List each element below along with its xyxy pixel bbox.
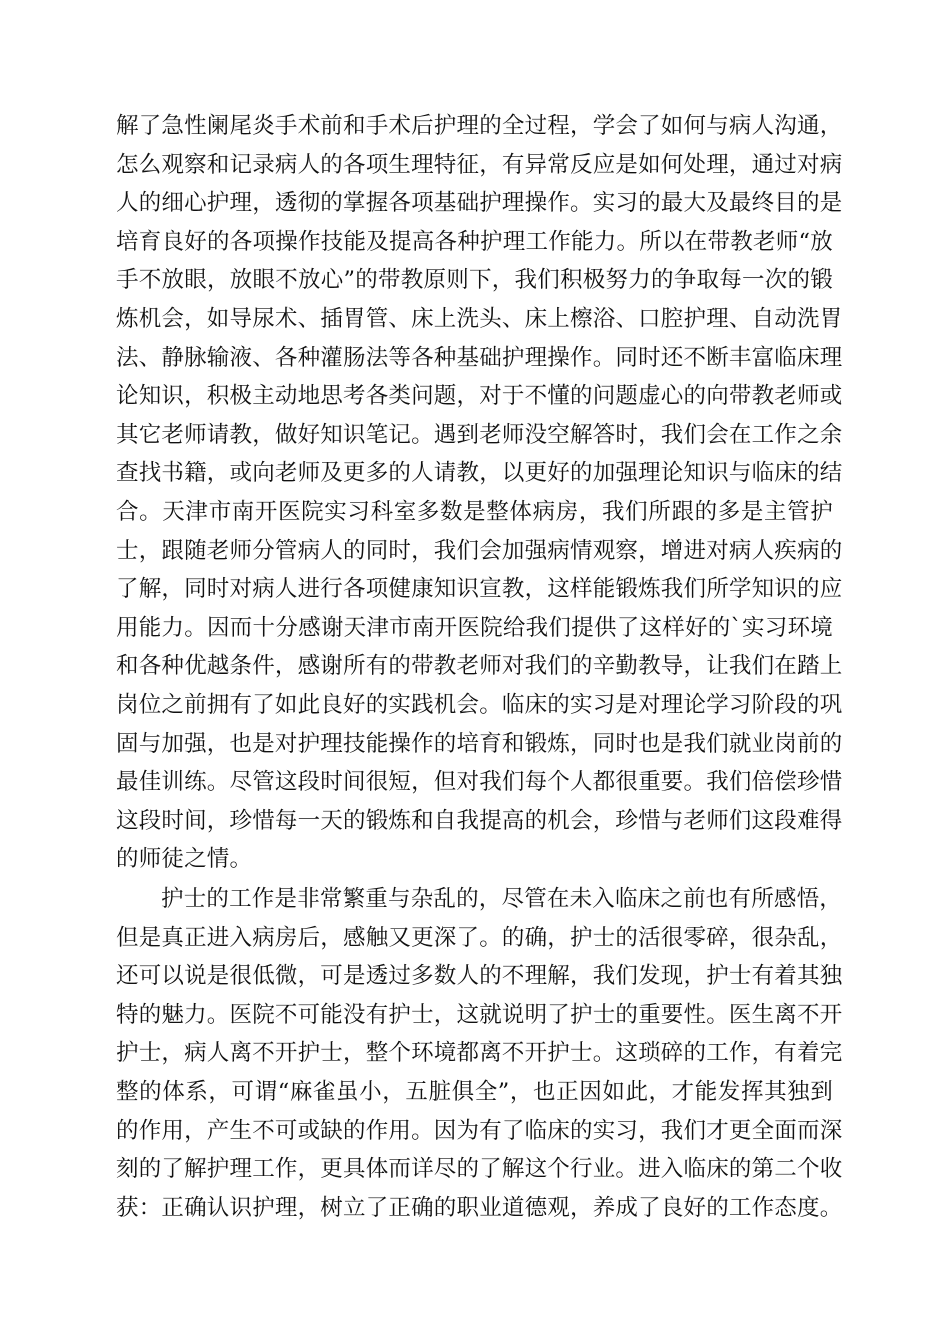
paragraph-1	[116, 107, 843, 879]
text-line: 但是真正进入病房后，感触又更深了。的确，护士的活很零碎，很杂乱，	[116, 924, 843, 951]
text-line: 士，跟随老师分管病人的同时，我们会加强病情观察，增进对病人疾病的	[116, 537, 843, 564]
text-line: 岗位之前拥有了如此良好的实践机会。临床的实习是对理论学习阶段的巩	[116, 691, 843, 718]
text-line: 手不放眼，放眼不放心”的带教原则下，我们积极努力的争取每一次的锻	[116, 267, 833, 294]
text-line: 的作用，产生不可或缺的作用。因为有了临床的实习，我们才更全面而深	[116, 1117, 843, 1144]
text-line: 人的细心护理，透彻的掌握各项基础护理操作。实习的最大及最终目的是	[116, 190, 843, 217]
text-line: 解了急性阑尾炎手术前和手术后护理的全过程，学会了如何与病人沟通，	[116, 113, 843, 139]
text-line: 固与加强，也是对护理技能操作的培育和锻炼，同时也是我们就业岗前的	[116, 730, 843, 757]
text-line: 查找书籍，或向老师及更多的人请教，以更好的加强理论知识与临床的结	[116, 460, 843, 487]
text-line: 和各种优越条件，感谢所有的带教老师对我们的辛勤教导，让我们在踏上	[116, 653, 843, 680]
text-line: 了解，同时对病人进行各项健康知识宣教，这样能锻炼我们所学知识的应	[116, 576, 843, 603]
text-line: 炼机会，如导尿术、插胃管、床上洗头、床上檫浴、口腔护理、自动洗胃	[116, 305, 843, 332]
text-line: 法、静脉输液、各种灌肠法等各种基础护理操作。同时还不断丰富临床理	[116, 344, 843, 371]
text-line: 护士的工作是非常繁重与杂乱的，尽管在未入临床之前也有所感悟，	[161, 886, 843, 912]
text-line: 其它老师请教，做好知识笔记。遇到老师没空解答时，我们会在工作之余	[116, 421, 843, 448]
text-line: 怎么观察和记录病人的各项生理特征，有异常反应是如何处理，通过对病	[116, 151, 843, 178]
text-line: 培育良好的各项操作技能及提高各种护理工作能力。所以在带教老师“放	[116, 228, 833, 255]
text-line: 最佳训练。尽管这段时间很短，但对我们每个人都很重要。我们倍偿珍惜	[116, 769, 843, 796]
text-line: 获：正确认识护理，树立了正确的职业道德观，养成了良好的工作态度。	[116, 1194, 843, 1221]
text-line: 的师徒之情。	[116, 846, 253, 873]
text-line: 用能力。因而十分感谢天津市南开医院给我们提供了这样好的`实习环境	[116, 614, 833, 641]
paragraph-2	[116, 880, 843, 1227]
text-line: 还可以说是很低微，可是透过多数人的不理解，我们发现，护士有着其独	[116, 963, 843, 990]
text-line: 论知识，积极主动地思考各类问题，对于不懂的问题虚心的向带教老师或	[116, 383, 843, 410]
text-line: 整的体系，可谓“麻雀虽小，五脏俱全”，也正因如此，才能发挥其独到	[116, 1078, 833, 1105]
text-line: 刻的了解护理工作，更具体而详尽的了解这个行业。进入临床的第二个收	[116, 1156, 843, 1183]
text-line: 护士，病人离不开护士，整个环境都离不开护士。这琐碎的工作，有着完	[116, 1040, 843, 1067]
text-line: 这段时间，珍惜每一天的锻炼和自我提高的机会，珍惜与老师们这段难得	[116, 807, 843, 834]
text-line: 合。天津市南开医院实习科室多数是整体病房，我们所跟的多是主管护	[116, 498, 833, 525]
text-line: 特的魅力。医院不可能没有护士，这就说明了护士的重要性。医生离不开	[116, 1001, 843, 1028]
